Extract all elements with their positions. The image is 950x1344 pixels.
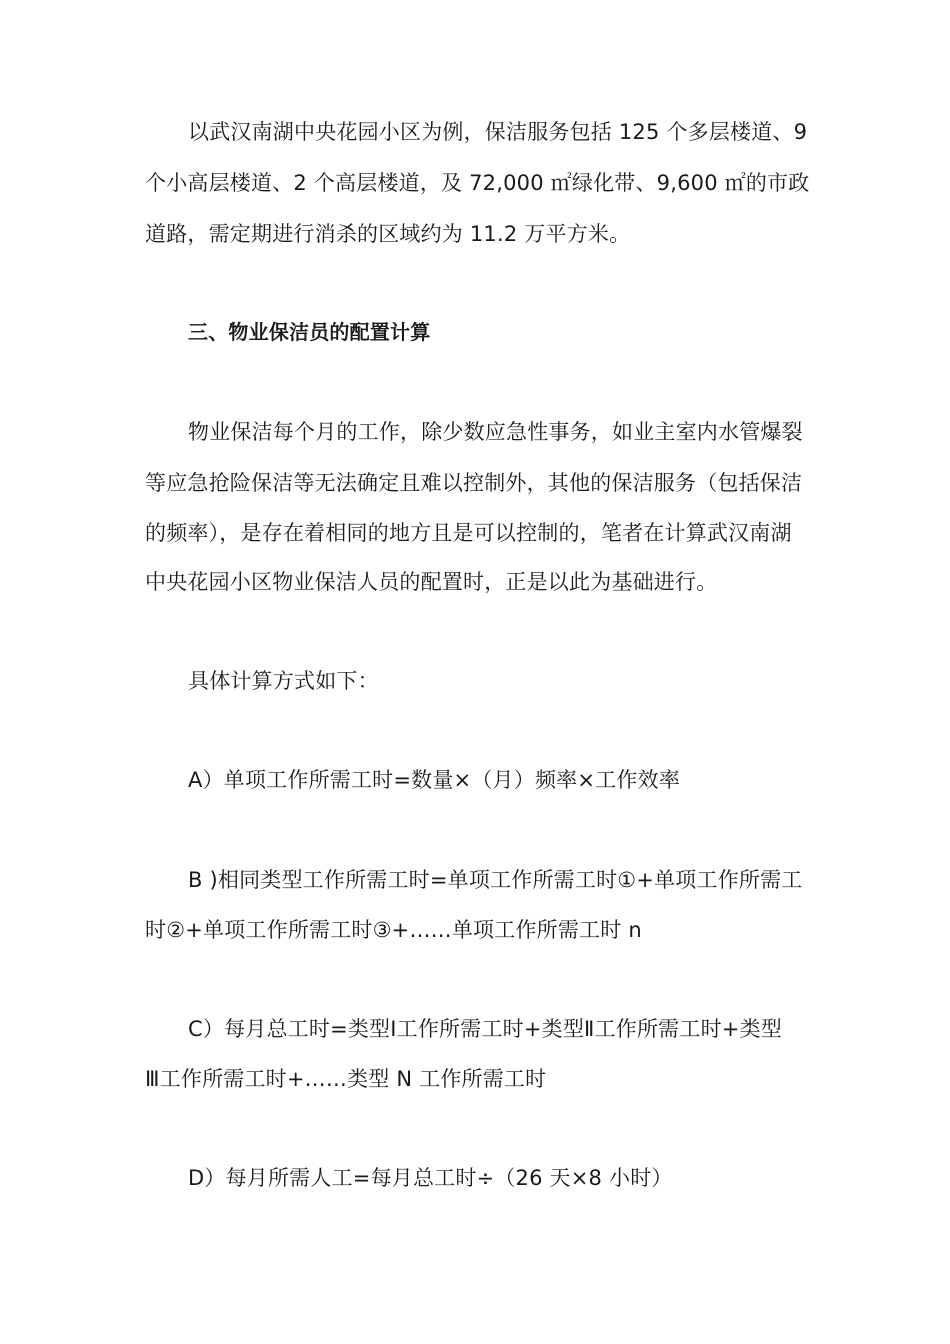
formula-c-line-1: C）每月总工时=类型Ⅰ工作所需工时+类型Ⅱ工作所需工时+类型 xyxy=(188,1017,782,1041)
paragraph-1-line-3: 道路，需定期进行消杀的区域约为 11.2 万平方米。 xyxy=(145,222,631,246)
intro-line: 具体计算方式如下： xyxy=(188,669,379,693)
paragraph-2-line-4: 中央花园小区物业保洁人员的配置时，正是以此为基础进行。 xyxy=(145,570,718,594)
formula-c-line-2: Ⅲ工作所需工时+……类型 N 工作所需工时 xyxy=(145,1067,547,1091)
section-heading: 三、物业保洁员的配置计算 xyxy=(188,320,431,344)
formula-d: D）每月所需人工=每月总工时÷（26 天×8 小时） xyxy=(188,1166,673,1190)
paragraph-1-line-1: 以武汉南湖中央花园小区为例，保洁服务包括 125 个多层楼道、9 xyxy=(188,120,808,144)
formula-b-line-1: B )相同类型工作所需工时=单项工作所需工时①+单项工作所需工 xyxy=(188,868,803,892)
paragraph-2-line-1: 物业保洁每个月的工作，除少数应急性事务，如业主室内水管爆裂 xyxy=(188,420,803,444)
formula-a: A）单项工作所需工时=数量×（月）频率×工作效率 xyxy=(188,768,680,792)
paragraph-2-line-3: 的频率），是存在着相同的地方且是可以控制的，笔者在计算武汉南湖 xyxy=(145,521,792,545)
paragraph-2-line-2: 等应急抢险保洁等无法确定且难以控制外，其他的保洁服务（包括保洁 xyxy=(145,471,803,495)
paragraph-1-line-2: 个小高层楼道、2 个高层楼道，及 72,000 ㎡绿化带、9,600 ㎡的市政 xyxy=(145,171,810,195)
formula-b-line-2: 时②+单项工作所需工时③+……单项工作所需工时 n xyxy=(145,918,642,942)
